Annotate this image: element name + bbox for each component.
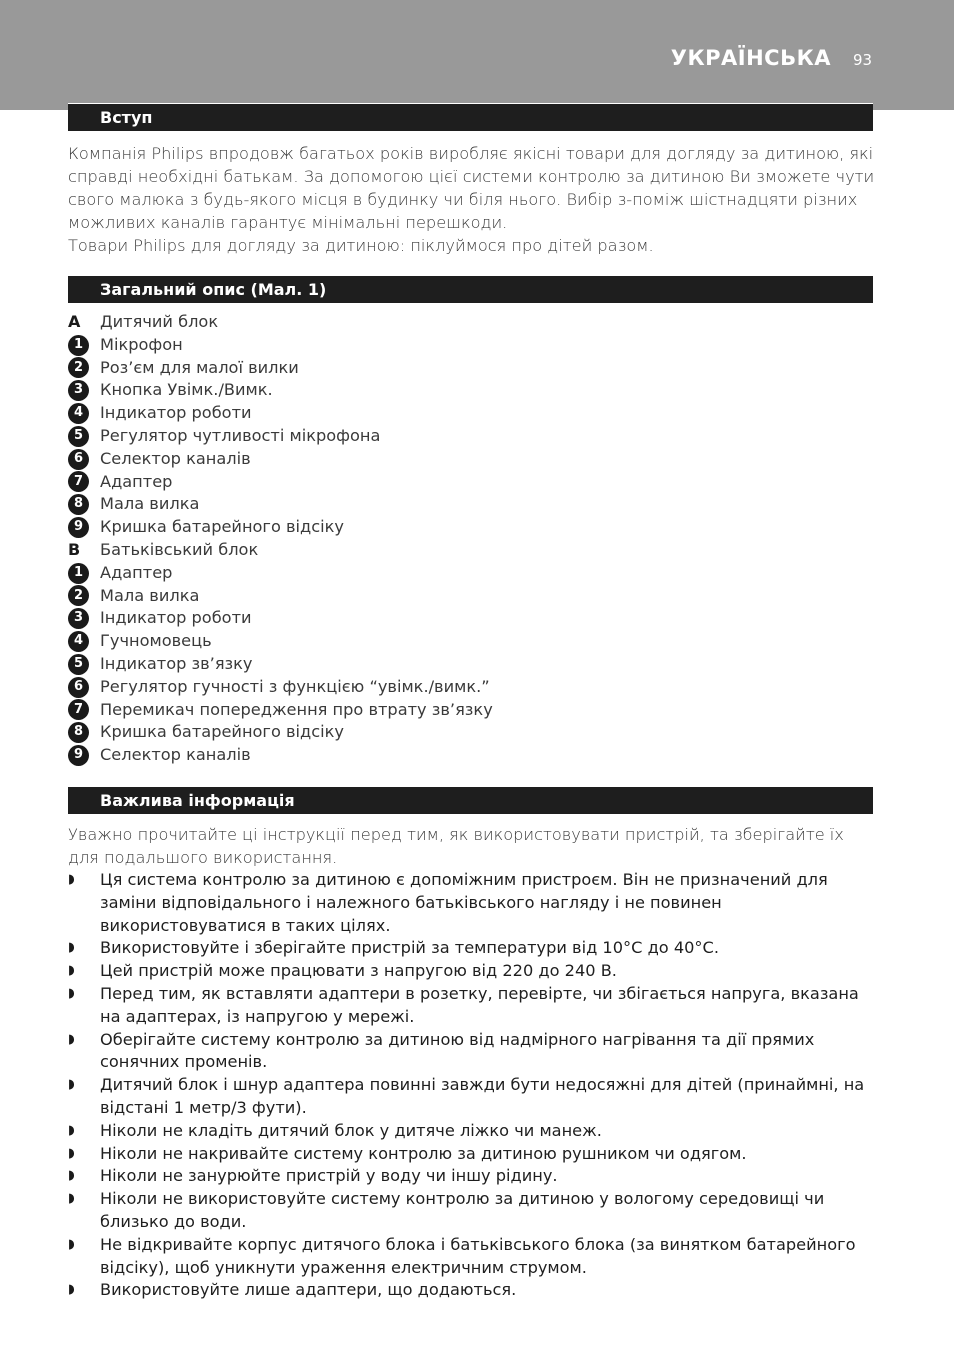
bullet-item <box>68 1143 878 1166</box>
bullet-icon: ◗ <box>68 963 75 979</box>
part-label: Адаптер <box>100 562 173 582</box>
bullet-item <box>68 869 878 937</box>
list-item <box>68 585 878 608</box>
list-item <box>68 562 878 585</box>
list-item <box>68 653 878 676</box>
bullet-icon: ◗ <box>68 1168 75 1184</box>
parts-list <box>68 311 878 767</box>
bullet-text: Ця система контролю за дитиною є допоміжним пристроєм. Він не призначений для заміни відповідального і належного батьківського нагляду і не повинен використовуватися в таких цілях. <box>100 870 828 935</box>
bullet-text: Ніколи не кладіть дитячий блок у дитяче ліжко чи манеж. <box>100 1120 602 1140</box>
list-item <box>68 721 878 744</box>
bullet-item <box>68 1029 878 1075</box>
number-badge: 5 <box>68 426 89 447</box>
number-badge: 2 <box>68 357 89 378</box>
list-item <box>68 334 878 357</box>
bullet-item <box>68 1165 878 1188</box>
number-badge: 4 <box>68 631 89 652</box>
part-label: Дитячий блок <box>100 312 219 331</box>
list-item <box>68 699 878 722</box>
number-badge: 4 <box>68 403 89 424</box>
number-badge: 3 <box>68 608 89 629</box>
list-item <box>68 744 878 767</box>
part-label: Селектор каналів <box>100 745 251 765</box>
bullet-text: Перед тим, як вставляти адаптери в розетку, перевірте, чи збігається напруга, вказана на адаптерах, із напругою у мережі. <box>100 983 859 1026</box>
part-label: Кришка батарейного відсіку <box>100 517 344 537</box>
list-item <box>68 607 878 630</box>
intro-paragraph: Компанія Philips впродовж багатьох років виробляє якісні товари для догляду за дитиною, які справді необхідні батькам. За допомогою цієї системи контролю за дитиною Ви зможете чути свого малюка з будь-якого місця в будинку чи біля нього. Вибір з-поміж шістнадцяти різних можливих каналів гарантує мінімальні перешкоди. <box>68 144 875 232</box>
list-item <box>68 630 878 653</box>
bullet-icon: ◗ <box>68 985 75 1001</box>
bullet-icon: ◗ <box>68 940 75 956</box>
number-badge: 9 <box>68 517 89 538</box>
bullet-text: Ніколи не занурюйте пристрій у воду чи іншу рідину. <box>100 1166 558 1186</box>
part-label: Гучномовець <box>100 631 212 651</box>
number-badge: 3 <box>68 380 89 401</box>
part-label: Регулятор гучності з функцією “увімк./вимк.” <box>100 676 490 696</box>
bullet-text: Ніколи не накривайте систему контролю за дитиною рушником чи одягом. <box>100 1143 747 1163</box>
intro-text <box>68 142 878 257</box>
section-heading-description: Загальний опис (Мал. 1) <box>68 275 873 303</box>
list-item <box>68 676 878 699</box>
list-item <box>68 516 878 539</box>
list-item <box>68 357 878 380</box>
number-badge: 8 <box>68 494 89 515</box>
number-badge: 1 <box>68 335 89 356</box>
page-number: 93 <box>853 51 873 69</box>
part-label: Роз’єм для малої вилки <box>100 357 299 377</box>
intro-slogan: Товари Philips для догляду за дитиною: піклуймося про дітей разом. <box>68 236 654 255</box>
part-label: Кришка батарейного відсіку <box>100 722 344 742</box>
bullet-icon: ◗ <box>68 1122 75 1138</box>
bullet-icon: ◗ <box>68 1191 75 1207</box>
bullet-text: Використовуйте лише адаптери, що додаються. <box>100 1280 517 1300</box>
bullet-icon: ◗ <box>68 1236 75 1252</box>
number-badge: 7 <box>68 699 89 720</box>
letter-marker: B <box>68 539 81 559</box>
number-badge: 6 <box>68 677 89 698</box>
bullet-icon: ◗ <box>68 1282 75 1298</box>
bullet-text: Дитячий блок і шнур адаптера повинні завжди бути недосяжні для дітей (принаймні, на відстані 1 метр/3 фути). <box>100 1075 865 1117</box>
bullet-item <box>68 1120 878 1143</box>
bullet-item <box>68 937 878 960</box>
bullet-text: Ніколи не використовуйте систему контролю за дитиною у вологому середовищі чи близько до води. <box>100 1189 825 1231</box>
list-item <box>68 493 878 516</box>
number-badge: 5 <box>68 654 89 675</box>
part-label: Індикатор зв’язку <box>100 653 253 673</box>
part-label: Мала вилка <box>100 494 200 514</box>
section-heading-important: Важлива інформація <box>68 786 873 814</box>
bullet-text: Цей пристрій може працювати з напругою від 220 до 240 В. <box>100 961 617 981</box>
bullet-item <box>68 960 878 983</box>
language-title: УКРАЇНСЬКА <box>670 46 831 70</box>
part-label: Мала вилка <box>100 585 200 605</box>
number-badge: 1 <box>68 563 89 584</box>
list-item <box>68 402 878 425</box>
part-label: Селектор каналів <box>100 448 251 468</box>
part-label: Індикатор роботи <box>100 403 252 423</box>
important-intro: Уважно прочитайте ці інструкції перед тим, як використовувати пристрій, та зберігайте їх для подальшого використання. <box>68 825 844 867</box>
header-band <box>0 0 954 110</box>
list-item <box>68 311 878 334</box>
bullet-text: Оберігайте систему контролю за дитиною від надмірного нагрівання та дії прямих сонячних променів. <box>100 1029 815 1072</box>
part-label: Мікрофон <box>100 334 183 354</box>
bullet-item <box>68 1074 878 1120</box>
bullet-item <box>68 1188 878 1234</box>
bullet-icon: ◗ <box>68 1031 75 1047</box>
letter-marker: A <box>68 312 81 331</box>
safety-bullet-list <box>68 869 878 1302</box>
bullet-icon: ◗ <box>68 872 75 887</box>
bullet-text: Не відкривайте корпус дитячого блока і батьківського блока (за винятком батарейного відсіку), щоб уникнути ураження електричним струмом. <box>100 1234 856 1277</box>
bullet-text: Використовуйте і зберігайте пристрій за температури від 10°C до 40°C. <box>100 938 719 958</box>
bullet-item <box>68 1279 878 1302</box>
list-item <box>68 539 878 562</box>
list-item <box>68 379 878 402</box>
part-label: Перемикач попередження про втрату зв’язку <box>100 699 493 719</box>
part-label: Кнопка Увімк./Вимк. <box>100 380 273 400</box>
part-label: Адаптер <box>100 471 173 491</box>
list-item <box>68 448 878 471</box>
number-badge: 6 <box>68 449 89 470</box>
bullet-icon: ◗ <box>68 1077 75 1093</box>
part-label: Регулятор чутливості мікрофона <box>100 425 381 445</box>
number-badge: 7 <box>68 471 89 492</box>
bullet-item <box>68 983 878 1029</box>
section-heading-intro: Вступ <box>68 103 873 131</box>
bullet-icon: ◗ <box>68 1145 75 1161</box>
number-badge: 8 <box>68 722 89 743</box>
list-item <box>68 471 878 494</box>
bullet-item <box>68 1234 878 1280</box>
part-label: Індикатор роботи <box>100 608 252 628</box>
number-badge: 9 <box>68 745 89 766</box>
number-badge: 2 <box>68 585 89 606</box>
list-item <box>68 425 878 448</box>
part-label: Батьківський блок <box>100 539 259 559</box>
